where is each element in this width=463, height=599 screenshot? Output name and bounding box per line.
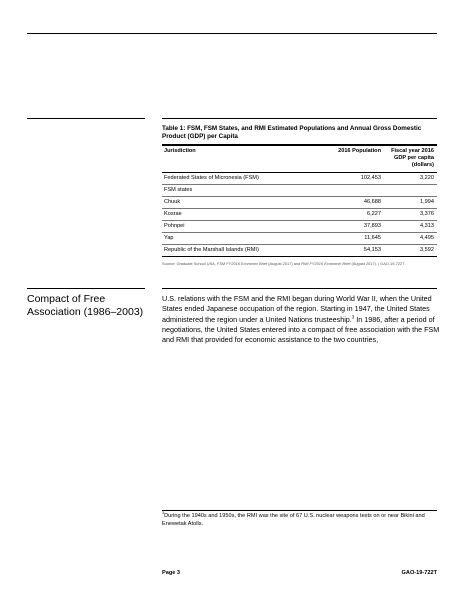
source-title-rmi: RMI FY2016 Economic Brief (301, 261, 351, 266)
cell-gdp: 3,220 (384, 173, 437, 185)
cell-jurisdiction: Republic of the Marshall Islands (RMI) (162, 245, 302, 257)
table-row (162, 221, 437, 233)
table-header-row (162, 145, 437, 173)
footnote-reference[interactable]: 3 (351, 314, 355, 320)
table-row (162, 173, 437, 185)
cell-jurisdiction: Pohnpei (162, 221, 302, 233)
report-id: GAO-19-722T (401, 570, 437, 576)
footnote-rule (162, 510, 437, 511)
footnote (162, 513, 438, 528)
table-title: Table 1: FSM, FSM States, and RMI Estimated Populations and Annual Gross Domestic Product (GDP) per Capita (162, 125, 422, 140)
cell-gdp: 4,313 (384, 221, 437, 233)
source-title-fsm: FSM FY2016 Economic Brief (216, 261, 268, 266)
source-suffix: (August 2017). | GAO-19-722T (350, 261, 405, 266)
cell-gdp: 1,994 (384, 197, 437, 209)
cell-population (302, 185, 384, 197)
table-row (162, 209, 437, 221)
cell-population: 102,453 (302, 173, 384, 185)
table-top-rule (162, 118, 437, 119)
cell-gdp: 3,592 (384, 245, 437, 257)
table-block (162, 118, 437, 266)
footnote-marker: 3 (162, 511, 165, 516)
page-number: Page 3 (162, 570, 181, 576)
section-body (162, 294, 440, 345)
table-source (162, 261, 437, 266)
cell-population: 6,227 (302, 209, 384, 221)
source-mid: (August 2017) and (267, 261, 302, 266)
cell-population: 46,688 (302, 197, 384, 209)
sidebar-rule-table (27, 118, 145, 119)
cell-jurisdiction: Federated States of Micronesia (FSM) (162, 173, 302, 185)
header-jurisdiction: Jurisdiction (164, 148, 196, 154)
body-text-part1: U.S. relations with the FSM and the RMI began during World War II, when the United States ended Japanese occupation of the region. Starting in 1947, the United States administered the region under a United Nations trusteeship. (162, 294, 432, 324)
cell-population: 37,893 (302, 221, 384, 233)
table-row (162, 197, 437, 209)
cell-population: 11,645 (302, 233, 384, 245)
section-heading: Compact of Free Association (1986–2003) (27, 293, 144, 318)
cell-gdp: 4,495 (384, 233, 437, 245)
cell-population: 54,153 (302, 245, 384, 257)
source-prefix: Source: Graduate School USA, (162, 261, 217, 266)
population-gdp-table (162, 144, 437, 257)
cell-jurisdiction: Yap (162, 233, 302, 245)
cell-jurisdiction: FSM states (162, 185, 302, 197)
cell-gdp (384, 185, 437, 197)
cell-gdp: 3,376 (384, 209, 437, 221)
header-rule (27, 33, 437, 34)
header-population: 2016 Population (338, 148, 381, 154)
section-rule (162, 288, 437, 289)
sidebar-rule-section (27, 288, 145, 289)
cell-jurisdiction: Kosrae (162, 209, 302, 221)
header-gdp: Fiscal year 2016 GDP per capita (dollars) (391, 148, 434, 168)
table-row (162, 185, 437, 197)
table-row (162, 245, 437, 257)
table-row (162, 233, 437, 245)
body-text-part2: In 1986, after a period of negotiations, the United States entered into a compact of free association with the FSM and RMI that provided for economic assistance to the two countries, (162, 314, 440, 345)
cell-jurisdiction: Chuuk (162, 197, 302, 209)
footnote-text: During the 1940s and 1950s, the RMI was the site of 67 U.S. nuclear weapons tests on or near Bikini and Enewetak Atolls. (162, 513, 425, 527)
